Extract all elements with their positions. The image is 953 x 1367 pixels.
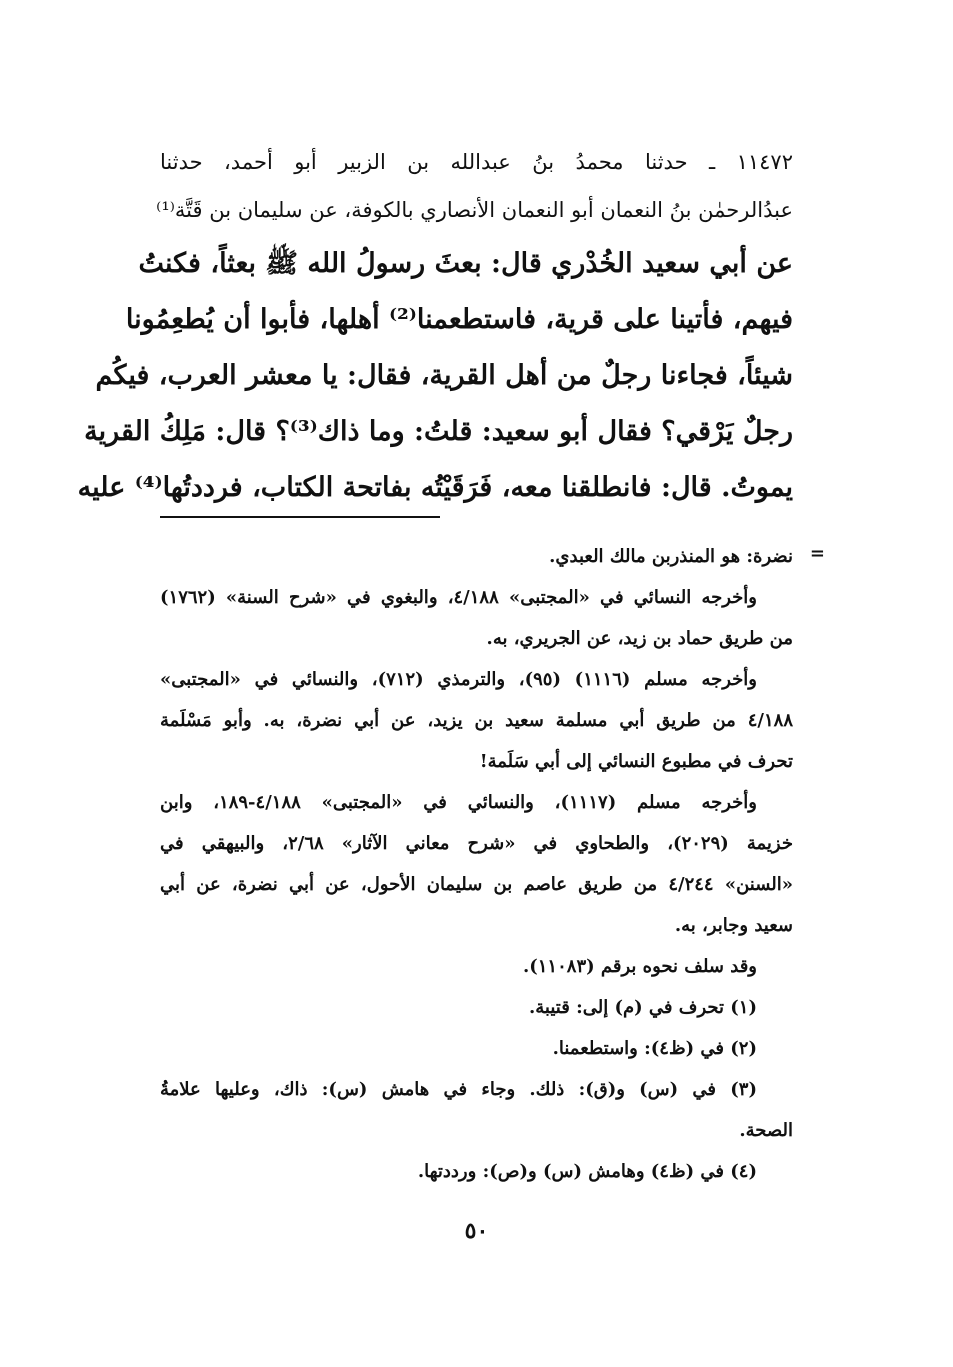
footnote-line: سعيد وجابر، به.	[674, 915, 793, 936]
hadith-line: يموتُ. قال: فانطلقنا معه، فَرَقَيْتُه بفاتحة الكتاب، فرددتُها⁽⁴⁾ عليه	[77, 472, 793, 503]
footnotes	[160, 536, 793, 1192]
hadith-line: عن أبي سعيد الخُدْري قال: بعثَ رسولُ الله ﷺ بعثاً، فكنتُ	[138, 248, 793, 279]
footnote-line: وأخرجه مسلم (١١١٧)، والنسائي في «المجتبى» ٤/١٨٨-١٨٩، وابن	[160, 792, 757, 813]
footnote-line: الصحة.	[739, 1120, 793, 1141]
hadith-line: فيهم، فأتينا على قرية، فاستطعمنا⁽²⁾ أهلها، فأبوا أن يُطعِمُونا	[125, 304, 793, 335]
footnote-line: (١) تحرف في (م) إلى: قتيبة.	[528, 997, 757, 1018]
footnote-line: وأخرجه مسلم (١١١٦) (٩٥)، والترمذي (٧١٢)، والنسائي في «المجتبى»	[160, 669, 757, 690]
hadith-line: رجلٌ يَرْقي؟ فقال أبو سعيد: قلتُ: وما ذاك⁽³⁾؟ قال: مَلِكُ القرية	[84, 416, 793, 447]
hadith-chain	[156, 138, 793, 234]
hadith-text	[77, 236, 793, 516]
footnote-divider	[160, 516, 440, 518]
footnote-line: «السنن» ٤/٢٤٤ من طريق عاصم بن سليمان الأحول، عن أبي نضرة، عن أبي	[160, 874, 793, 895]
footnote-line: (٣) في (س) و(ق): ذلك. وجاء في هامش (س): ذاك، وعليها علامةُ	[160, 1079, 757, 1100]
footnote-line: (٤) في (ظ٤) وهامش (س) و(ص): ورددتها.	[417, 1161, 757, 1182]
continuation-mark: =	[809, 543, 825, 564]
footnote-line: من طريق حماد بن زيد، عن الجريري، به.	[486, 628, 793, 649]
chain-line-1: ١١٤٧٢ ـ حدثنا محمدُ بنُ عبدالله بن الزبير أبو أحمد، حدثنا	[160, 150, 793, 174]
footnote-line: تحرف في مطبوع النسائي إلى أبي سَلَمة!	[479, 751, 793, 772]
footnote-line: (٢) في (ظ٤): واستطعمنا.	[552, 1038, 757, 1059]
footnote-line: وأخرجه النسائي في «المجتبى» ٤/١٨٨، والبغوي في «شرح السنة» (١٧٦٢)	[160, 587, 757, 608]
chain-line-2: عبدُالرحمٰن بنُ النعمان أبو النعمان الأنصاري بالكوفة، عن سليمان بن قَتَّة⁽¹⁾	[156, 198, 793, 222]
hadith-line: شيئاً، فجاءنا رجلٌ من أهل القرية، فقال: يا معشر العرب، فيكُم	[95, 360, 793, 391]
page-number: ٥٠	[464, 1218, 489, 1244]
footnote-line: خزيمة (٢٠٢٩)، والطحاوي في «شرح معاني الآثار» ٢/٦٨، والبيهقي في	[160, 833, 793, 854]
footnote-line: وقد سلف نحوه برقم (١١٠٨٣).	[522, 956, 757, 977]
footnote-line: ٤/١٨٨ من طريق أبي مسلمة سعيد بن يزيد، عن أبي نضرة، به. وأبو مَسْلَمة	[160, 710, 793, 731]
footnote-line: نضرة: هو المنذربن مالك العبدي.	[549, 546, 793, 567]
